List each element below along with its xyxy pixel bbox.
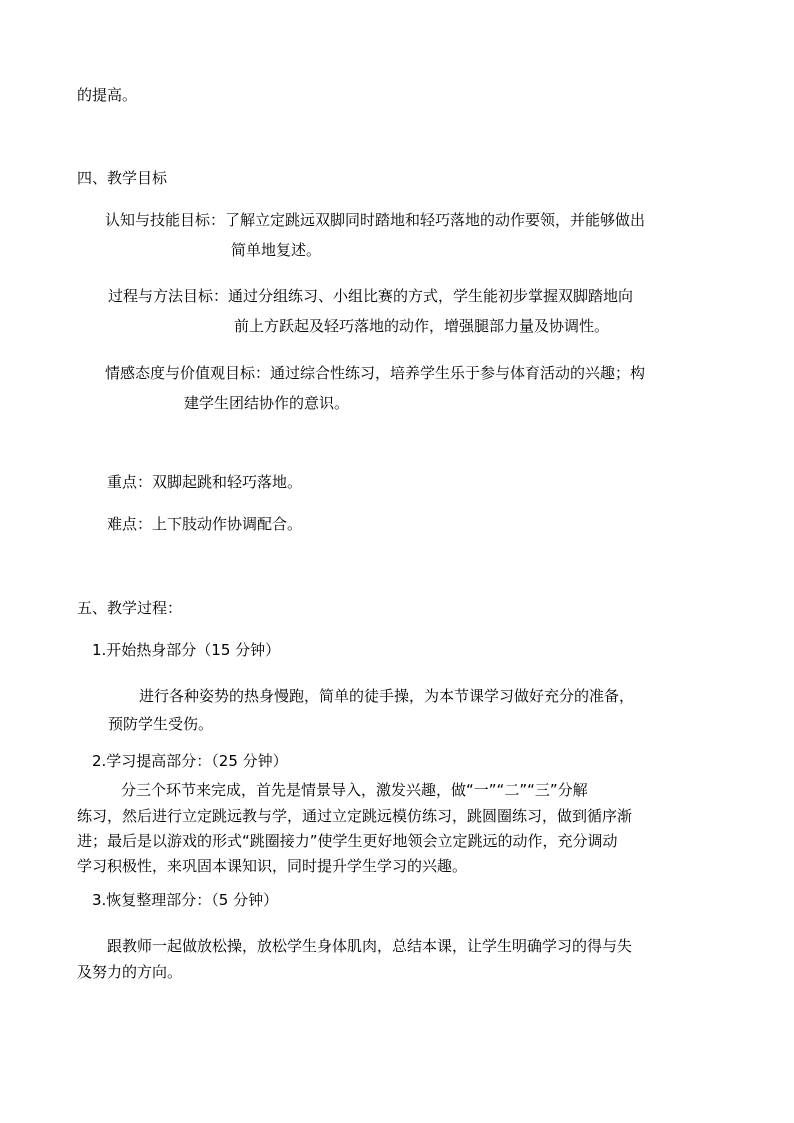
goal-cognitive-line2: 简单地复述。 <box>231 241 322 259</box>
goal-process-line1: 过程与方法目标：通过分组练习、小组比赛的方式，学生能初步掌握双脚踏地向 <box>108 287 634 305</box>
part2-line3: 进；最后是以游戏的形式“跳圈接力”使学生更好地领会立定跳远的动作，充分调动 <box>77 832 618 850</box>
part1-title: 1.开始热身部分（15 分钟） <box>92 641 281 659</box>
part2-line2: 练习，然后进行立定跳远教与学，通过立定跳远模仿练习，跳圆圈练习，做到循序渐 <box>77 807 633 825</box>
carryover-text: 的提高。 <box>77 86 138 104</box>
part1-line2: 预防学生受伤。 <box>108 715 214 733</box>
section-heading-teaching-goals: 四、教学目标 <box>77 169 168 187</box>
part2-line4: 学习积极性，来巩固本课知识，同时提升学生学习的兴趣。 <box>77 857 468 875</box>
key-point-text: 重点：双脚起跳和轻巧落地。 <box>107 473 303 491</box>
part3-line1: 跟教师一起做放松操，放松学生身体肌肉，总结本课，让学生明确学习的得与失 <box>107 937 633 955</box>
goal-affective-line1: 情感态度与价值观目标：通过综合性练习，培养学生乐于参与体育活动的兴趣；构 <box>105 364 646 382</box>
difficulty-text: 难点：上下肢动作协调配合。 <box>107 515 303 533</box>
goal-cognitive-line1: 认知与技能目标：了解立定跳远双脚同时踏地和轻巧落地的动作要领，并能够做出 <box>105 211 646 229</box>
goal-process-line2: 前上方跃起及轻巧落地的动作，增强腿部力量及协调性。 <box>234 317 610 335</box>
part2-title: 2.学习提高部分：（25 分钟） <box>92 752 288 770</box>
goal-affective-line2: 建学生团结协作的意识。 <box>184 394 350 412</box>
part2-line1: 分三个环节来完成，首先是情景导入，激发兴趣，做“一”“二”“三”分解 <box>121 781 588 799</box>
part1-line1: 进行各种姿势的热身慢跑，简单的徒手操，为本节课学习做好充分的准备， <box>139 687 635 705</box>
part3-title: 3.恢复整理部分：（5 分钟） <box>92 891 279 909</box>
part3-line2: 及努力的方向。 <box>77 963 183 981</box>
section-heading-teaching-process: 五、教学过程： <box>77 599 183 617</box>
